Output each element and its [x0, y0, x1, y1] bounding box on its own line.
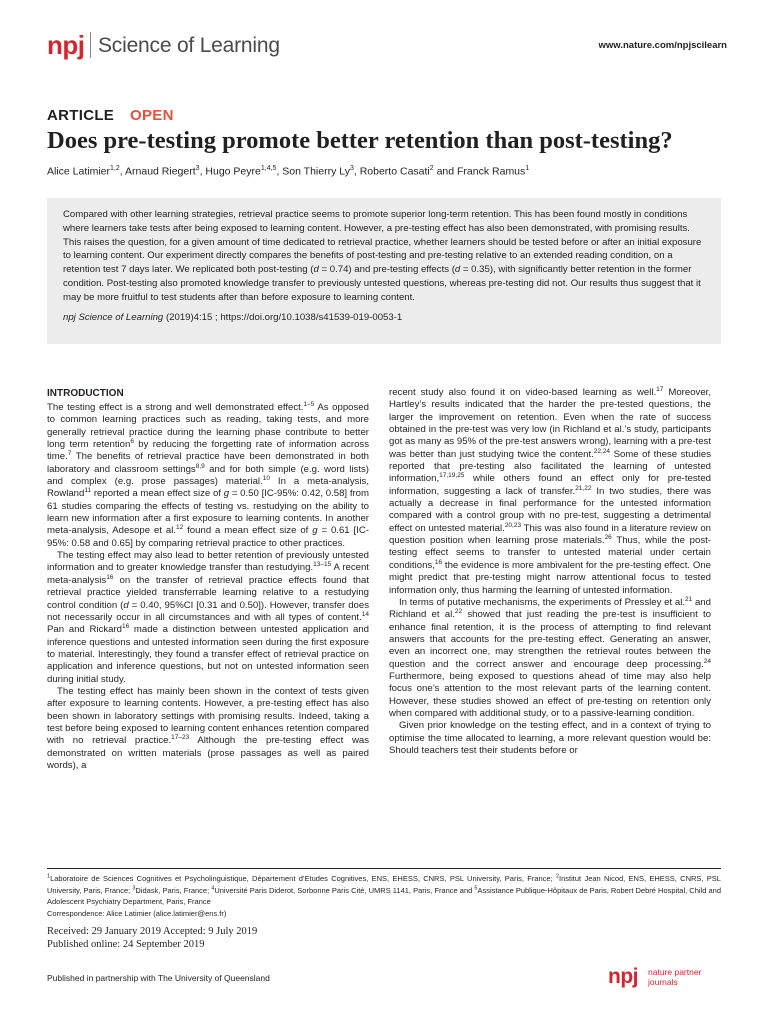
open-access-badge: OPEN	[130, 107, 174, 124]
paragraph: recent study also found it on video-based learning as well.$^{17}$ Moreover, Hartley’s results indicated that the harder the pre-tested questions, the larger the improvement on retention. Even when the rate of success obtained in the pre-test was very low (in Richland et al.’s study, participants got as many as 95% of the pre-test answers wrong), learning with a pre-test was better than just studying twice the content.$^{22,24}$ Some of these studies reported that pre-testing also facilitated the learning of untested information,$^{17,19,25}$ while others found an effect only for pre-tested information, suggesting a lack of transfer.$^{21,22}$ In two studies, there was actually a decrease in final performance for the untested information compared with a control group with no pre-test, suggesting a detrimental effect on untested material.$^{20,23}$ This was also found in a literature review on question position when learning prose materials.$^{26}$ Thus, while the post-testing effect seems to transfer to untested material under certain conditions,$^{16}$ the evidence is more ambivalent for the pre-testing effect. One might predict that pre-testing might narrow attentional focus to tested information only, thus harming the learning of untested information.	[389, 385, 712, 596]
footnote-divider	[47, 868, 721, 869]
article-title: Does pre-testing promote better retention than post-testing?	[47, 127, 673, 154]
left-column	[47, 387, 369, 772]
nature-partner-journals-logo[interactable]	[608, 965, 728, 991]
partnership-note: Published in partnership with The University of Queensland	[47, 973, 270, 983]
journal-name[interactable]: Science of Learning	[98, 34, 280, 57]
npj-mark: npj	[608, 965, 638, 988]
citation-doi-link[interactable]: npj Science of Learning (2019)4:15 ; https://doi.org/10.1038/s41539-019-0053-1	[63, 311, 403, 323]
logo-divider	[90, 32, 91, 58]
paragraph: The testing effect may also lead to better retention of previously untested information and to greater knowledge transfer than restudying.$^{13-15}$ A recent meta-analysis$^{16}$ on the transfer of retrieval practice effects found that retrieval practice yielded transferrable learning relative to a restudying control condition (d = 0.40, 95%CI [0.31 and 0.50]). However, transfer does not necessarily occur in all circumstances and with all types of content.$^{14}$ Pan and Rickard$^{16}$ made a distinction between untested application and inference questions and untested information seen during the first exposure to material. Interestingly, they found a transfer effect of retrieval practice on application and inference questions, but not on untested information seen during initial study.	[47, 550, 369, 685]
author-list: Alice Latimier$^{1,2}$, Arnaud Riegert$^3$, Hugo Peyre$^{1,4,5}$, Son Thierry Ly$^3$, Roberto Casati$^2$ and Franck Ramus$^1$	[47, 165, 530, 178]
publication-dates	[47, 926, 257, 951]
introduction-heading: INTRODUCTION	[47, 388, 124, 399]
paragraph: In terms of putative mechanisms, the experiments of Pressley et al.$^{21}$ and Richland et al.$^{22}$ showed that just reading the pre-test is insufficient to enhance final retention, it is the process of attempting to find relevant answers that accounts for the pre-testing effect. Generating an answer, even an incorrect one, may strengthen the retrieval routes between the question and the correct answer and encourage deep processing.$^{24}$ Furthermore, being exposed to questions ahead of time may also help focus one’s attention to the most relevant parts of the learning content. However, these studies showed an effect of pre-testing on retention only when compared with additional study, or to a passive-learning condition.	[389, 595, 712, 719]
paragraph: The testing effect is a strong and well demonstrated effect.$^{1-5}$ As opposed to common learning practices such as reading, taking tests, and more generally retrieval practice during the learning phase contribute to better long term retention$^6$ by reducing the forgetting rate of information across time.$^7$ The benefits of retrieval practice have been demonstrated in both laboratory and classroom settings$^{8,9}$ and for both simple (e.g. word lists) and complex (e.g. prose passages) material.$^{10}$ In a meta-analysis, Rowland$^{11}$ reported a mean effect size of g = 0.50 [IC-95%: 0.42, 0.58] from 61 studies comparing the effects of testing vs. restudying on the ability to learn new information after a first exposure to learning contents. In another meta-analysis, Adesope et al.$^{12}$ found a mean effect size of g = 0.61 [IC-95%: 0.58 and 0.65] by comparing retrieval practice to other practices.	[47, 400, 370, 549]
published-date: Published online: 24 September 2019	[47, 938, 205, 950]
article-type-label: ARTICLE	[47, 107, 115, 124]
right-column	[389, 387, 711, 757]
received-accepted-dates: Received: 29 January 2019 Accepted: 9 July 2019	[47, 926, 258, 937]
abstract-text: Compared with other learning strategies, retrieval practice seems to promote superior long-term retention. This has been found mostly in conditions where learners take tests after being exposed to learning content. However, a pre-testing effect has also been demonstrated, with promising results. This raises the question, for a given amount of time dedicated to retrieval practice, whether learners should be tested before or after an initial exposure to learning content. Our experiment directly compares the benefits of post-testing and pre-testing relative to an extended reading condition, on a retention test 7 days later. We replicated both post-testing (d = 0.74) and pre-testing effects (d = 0.35), with significantly better retention in the former condition. Post-testing also promoted knowledge transfer to previously untested questions, whereas pre-testing did not. Our results thus suggest that it may be more fruitful to test students after than before exposure to learning content.	[63, 209, 702, 303]
journal-url-link[interactable]: www.nature.com/npjscilearn	[598, 40, 727, 51]
abstract-box	[47, 198, 721, 344]
journal-header	[47, 30, 727, 62]
npj-logo[interactable]: npj	[47, 30, 85, 60]
paragraph: Given prior knowledge on the testing effect, and in a context of trying to optimise the time allocated to learning, a more relevant question would be: Should teachers test their students before or	[389, 720, 711, 756]
paragraph: The testing effect has mainly been shown in the context of tests given after exposure to learning contents. However, a pre-testing effect has also been shown in laboratory settings with promising results. Indeed, taking a test before being exposed to learning content enhances retention compared with no retrieval practice.$^{17-23}$ Although the pre-testing effect was demonstrated on written materials (prose passages as well as paired words), a	[47, 685, 369, 771]
npj-wordmark: nature partner journals	[648, 967, 702, 987]
affiliations-footnote: $^1$Laboratoire de Sciences Cognitives et Psycholinguistique, Département d’Etudes Cognitives, ENS, EHESS, CNRS, PSL University, Paris, France; $^2$Institut Jean Nicod, ENS, EHESS, CNRS, PSL University, Paris, France; $^3$Didask, Paris, France; $^4$Université Paris Diderot, Sorbonne Paris Cité, UMRS 1141, Paris, France and $^5$Assistance Publique-Hôpitaux de Paris, Robert Debré Hospital, Child and Adolescent Psychiatry Department, Paris, France Correspondence: Alice Latimier (alice.latimier@ens.fr)	[47, 873, 721, 918]
